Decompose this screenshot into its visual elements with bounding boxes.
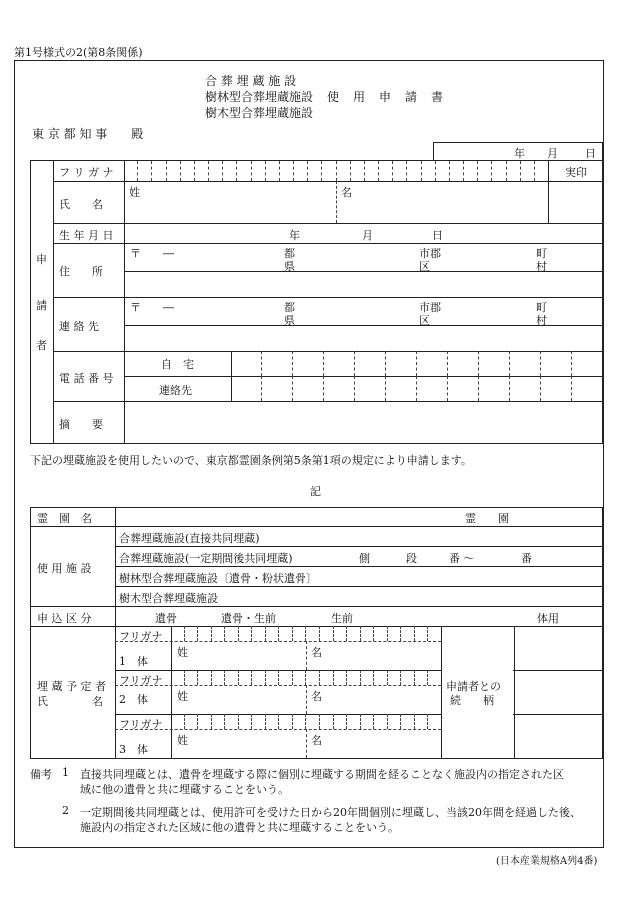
burial-sei: 姓 xyxy=(177,734,188,747)
jis-note: (日本産業規格A列4番) xyxy=(496,856,598,867)
address-input[interactable] xyxy=(124,243,602,297)
home-phone-input[interactable] xyxy=(231,351,602,376)
do-label: 県 xyxy=(284,314,295,327)
facility-ban: 番 〜 xyxy=(449,552,475,565)
form-id: 第1号様式の2(第8条関係) xyxy=(14,46,143,59)
machi-label: 町 xyxy=(536,247,547,260)
facility-dan: 段 xyxy=(406,552,417,565)
facility-option-2[interactable]: 合葬埋蔵施設(一定期間後共同埋蔵) xyxy=(119,552,293,565)
title-line2: 樹林型合葬埋蔵施設 xyxy=(205,90,314,104)
statement: 下記の埋蔵施設を使用したいので、東京都霊園条例第5条第1項の規定により申請します。 xyxy=(30,454,472,467)
ku-label: 区 xyxy=(419,260,430,273)
furigana-label: フ リ ガ ナ xyxy=(59,166,114,179)
burial-body-3: 3 体 xyxy=(119,743,148,756)
burial-label-2: 氏 名 xyxy=(37,695,103,708)
category-a[interactable]: 遺骨 xyxy=(155,612,177,625)
seal-box[interactable] xyxy=(548,161,603,223)
machi-label: 町 xyxy=(536,301,547,314)
burial-furigana-input-3[interactable] xyxy=(171,714,441,729)
sei-label: 姓 xyxy=(129,186,140,199)
ki-mark: 記 xyxy=(310,485,321,498)
contact-address-input[interactable] xyxy=(124,297,602,351)
ku-label: 区 xyxy=(419,314,430,327)
do-label: 県 xyxy=(284,260,295,273)
burial-mei: 名 xyxy=(311,734,322,747)
mei-label: 名 xyxy=(341,186,352,199)
side-char: 者 xyxy=(36,339,47,352)
date-day: 日 xyxy=(585,147,596,160)
facility-option-1[interactable]: 合葬埋蔵施設(直接共同埋蔵) xyxy=(119,532,260,545)
side-char: 請 xyxy=(36,299,47,312)
burial-furigana-label: フリガナ xyxy=(119,630,163,643)
contact-phone-input[interactable] xyxy=(231,376,602,401)
detail-block xyxy=(30,507,603,759)
postal-mark: 〒 ― xyxy=(130,301,174,314)
furigana-input[interactable] xyxy=(124,161,548,181)
birth-year: 年 xyxy=(289,229,300,242)
facility-side: 側 xyxy=(359,552,370,565)
detail-label-column xyxy=(31,508,116,758)
category-b[interactable]: 遺骨・生前 xyxy=(221,612,276,625)
date-box[interactable] xyxy=(433,142,603,161)
burial-body-1: 1 体 xyxy=(119,655,148,668)
addressee: 東 京 都 知 事 殿 xyxy=(32,127,144,141)
birth-input[interactable] xyxy=(124,223,602,243)
to-label: 都 xyxy=(284,301,295,314)
mura-label: 村 xyxy=(536,260,547,273)
title-tail: 使 用 申 請 書 xyxy=(327,90,445,104)
title-line3: 樹木型合葬埋蔵施設 xyxy=(205,106,314,120)
facility-option-4[interactable]: 樹木型合葬埋蔵施設 xyxy=(119,592,218,605)
remarks-input[interactable] xyxy=(124,401,602,443)
burial-mei: 名 xyxy=(311,690,322,703)
applicant-block xyxy=(30,160,603,444)
note2-num: 2 xyxy=(62,804,69,817)
name-label: 氏 名 xyxy=(59,198,103,211)
note1-line2: 域に他の遺骨と共に埋蔵することをいう。 xyxy=(80,783,289,796)
to-label: 都 xyxy=(284,247,295,260)
address-label: 住 所 xyxy=(59,265,103,278)
contact-phone-label: 連絡先 xyxy=(159,384,192,397)
mura-label: 村 xyxy=(536,314,547,327)
note2-line1: 一定期間後共同埋蔵とは、使用許可を受けた日から20年間個別に埋蔵し、当該20年間を経過した後、 xyxy=(80,806,581,819)
cemetery-suffix: 霊 園 xyxy=(465,512,509,525)
burial-furigana-input-1[interactable] xyxy=(171,626,441,641)
facility-option-3[interactable]: 樹林型合葬埋蔵施設〔遺骨・粉状遺骨〕 xyxy=(119,572,317,585)
relation-label-2: 続 柄 xyxy=(450,694,494,707)
relation-input-1[interactable] xyxy=(513,626,602,670)
category-unit: 体用 xyxy=(537,612,559,625)
birth-day: 日 xyxy=(432,229,443,242)
facility-ban2: 番 xyxy=(521,552,532,565)
name-input[interactable] xyxy=(124,181,548,223)
date-year: 年 xyxy=(514,147,525,160)
cemetery-label: 霊 園 名 xyxy=(37,512,92,525)
home-label: 自 宅 xyxy=(161,358,194,371)
relation-input-3[interactable] xyxy=(513,714,602,758)
burial-mei: 名 xyxy=(311,646,322,659)
facility-label: 使 用 施 設 xyxy=(37,562,92,575)
category-c[interactable]: 生前 xyxy=(331,612,353,625)
phone-label: 電 話 番 号 xyxy=(59,372,114,385)
relation-label-cell xyxy=(441,626,515,758)
burial-furigana-input-2[interactable] xyxy=(171,670,441,685)
notes-head: 備考 xyxy=(30,768,52,781)
burial-sei: 姓 xyxy=(177,646,188,659)
burial-furigana-label: フリガナ xyxy=(119,718,163,731)
category-label: 申 込 区 分 xyxy=(37,612,92,625)
cemetery-input[interactable] xyxy=(115,508,602,526)
postal-mark: 〒 ― xyxy=(130,247,174,260)
burial-sei: 姓 xyxy=(177,690,188,703)
burial-body-2: 2 体 xyxy=(119,693,148,706)
birth-month: 月 xyxy=(362,229,373,242)
note1-line1: 直接共同埋蔵とは、遺骨を埋蔵する際に個別に埋蔵する期間を経ることなく施設内の指定された区 xyxy=(80,768,564,781)
remarks-label: 摘 要 xyxy=(59,418,103,431)
seal-label: 実印 xyxy=(565,166,587,179)
shi-label: 市郡 xyxy=(419,247,441,260)
burial-furigana-label: フリガナ xyxy=(119,674,163,687)
applicant-side xyxy=(31,161,54,443)
contact-label: 連 絡 先 xyxy=(59,320,99,333)
date-month: 月 xyxy=(547,147,558,160)
shi-label: 市郡 xyxy=(419,301,441,314)
relation-input-2[interactable] xyxy=(513,670,602,714)
title-line1: 合 葬 埋 蔵 施 設 xyxy=(205,74,297,88)
note2-line2: 施設内の指定された区域に他の遺骨と共に埋蔵することをいう。 xyxy=(80,821,399,834)
relation-label: 申請者との xyxy=(446,680,501,693)
birth-label: 生 年 月 日 xyxy=(59,229,114,242)
note1-num: 1 xyxy=(62,766,69,779)
side-char: 申 xyxy=(36,253,47,266)
burial-label: 埋 蔵 予 定 者 xyxy=(37,680,106,693)
